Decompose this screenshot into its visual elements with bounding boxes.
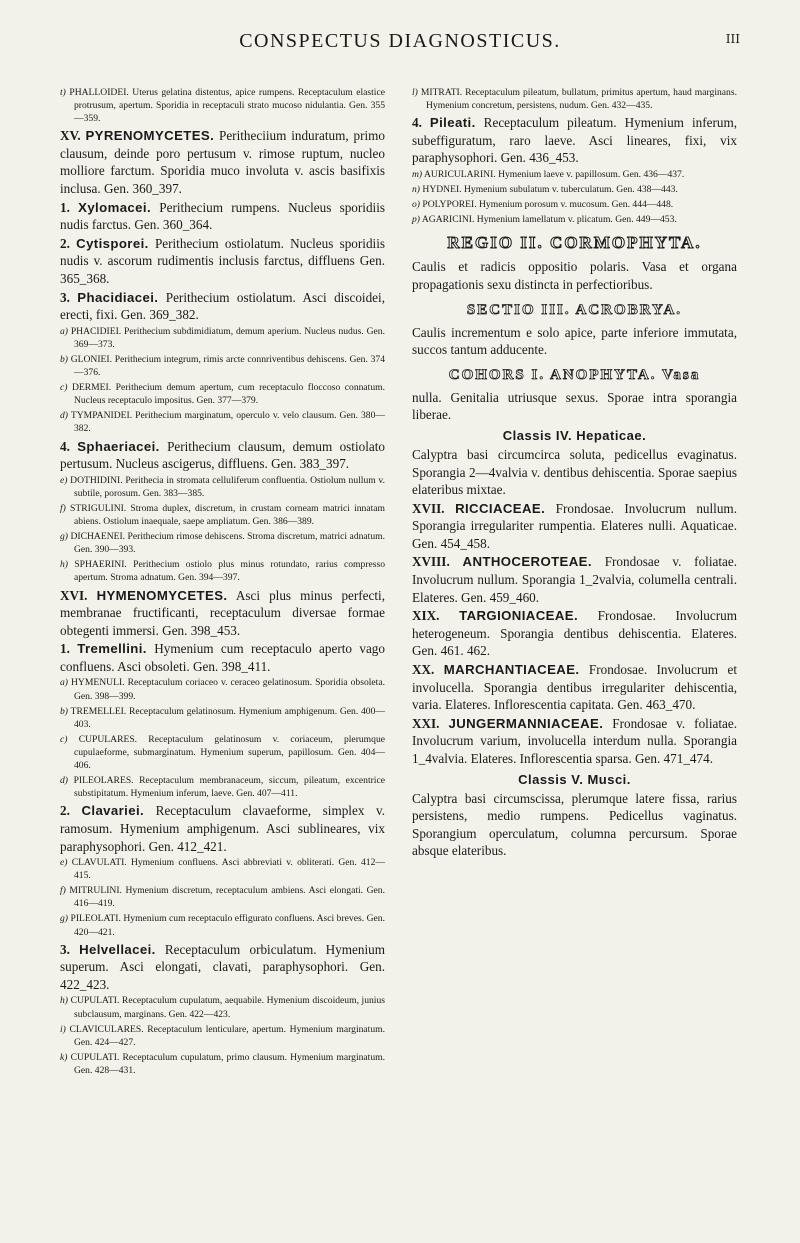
entry-text: HYMENULI. Receptaculum coriaceo v. ceraceo gelatinosum. Sporidia obsoleta. Gen. 398—399. bbox=[68, 677, 385, 702]
entry-text: Asci plus minus perfecti, membranae fructificanti, receptaculum diversae formae obtegenti immersi. Gen. 398_453. bbox=[60, 587, 385, 638]
entry-text: Hymenium cum receptaculo aperto vago confluens. Asci obsoleti. Gen. 398_411. bbox=[60, 641, 385, 674]
entry-text: SPHAERINI. Perithecium ostiolo plus minus rotundato, rarius compresso apertum. Stroma adnatum. Gen. 394—397. bbox=[68, 559, 385, 584]
entry-text: Calyptra basi circumscissa, plerumque latere fissa, rarius persistens, medio rumpens. Pedicellus vaginatus. Sporangium operculatum, columna percursum. Sporae absque elateribus. bbox=[412, 790, 737, 859]
subgroup-entry bbox=[60, 705, 385, 731]
subgroup-entry bbox=[60, 856, 385, 882]
entry-text: AGARICINI. Hymenium lamellatum v. plicatum. Gen. 449—453. bbox=[420, 214, 677, 226]
entry-number: 4. bbox=[412, 115, 422, 131]
entry-text: POLYPOREI. Hymenium porosum v. mucosum. Gen. 444—448. bbox=[420, 199, 674, 211]
subgroup-entry bbox=[60, 325, 385, 351]
entry-label: HYMENOMYCETES. bbox=[96, 587, 228, 603]
subgroup-entry bbox=[412, 168, 737, 181]
entry-text: CUPULATI. Receptaculum cupulatum, primo clausum. Hymenium marginatum. Gen. 428—431. bbox=[67, 1051, 385, 1076]
entry-marker: c) bbox=[60, 733, 68, 745]
order-entry bbox=[412, 389, 737, 424]
entry-marker: b) bbox=[60, 705, 68, 717]
order-entry bbox=[412, 715, 737, 768]
entry-label: Clavariei. bbox=[81, 803, 145, 819]
entry-marker: p) bbox=[412, 214, 420, 226]
entry-text: AURICULARINI. Hymenium laeve v. papillosum. Gen. 436—437. bbox=[422, 168, 685, 180]
entry-label: Phacidiacei. bbox=[77, 289, 159, 305]
subgroup-entry bbox=[60, 676, 385, 702]
entry-marker: h) bbox=[60, 559, 68, 571]
subgroup-entry bbox=[60, 474, 385, 500]
subgroup-entry bbox=[60, 381, 385, 407]
entry-number: 4. bbox=[60, 438, 70, 454]
order-entry bbox=[60, 640, 385, 675]
entry-marker: k) bbox=[60, 1051, 68, 1063]
entry-text: PHALLOIDEI. Uterus gelatina distentus, apice rumpens. Receptaculum elastice protrusum, apertum. Sporidia in receptaculi strato mucoso nidulantia. Gen. 355—359. bbox=[65, 87, 385, 125]
entry-marker: i) bbox=[60, 1023, 66, 1035]
section-heading bbox=[412, 300, 737, 320]
entry-number: XIX. bbox=[412, 608, 440, 624]
entry-marker: o) bbox=[412, 199, 420, 211]
entry-label: Xylomacei. bbox=[78, 199, 152, 215]
entry-number: 3. bbox=[60, 941, 70, 957]
entry-marker: h) bbox=[60, 995, 68, 1007]
entry-text: Frondosae v. foliatae. Involucrum nullum. Sporangia 1_2valvia, columella centrali. Elateres. Gen. 459_460. bbox=[412, 554, 738, 605]
entry-text: DICHAENEI. Perithecium rimose dehiscens. Stroma discretum, matrici adnatum. Gen. 390—393. bbox=[68, 531, 385, 556]
entry-marker: g) bbox=[60, 913, 68, 925]
entry-marker: n) bbox=[412, 184, 420, 196]
subgroup-entry bbox=[412, 198, 737, 211]
order-entry bbox=[60, 289, 385, 324]
order-entry bbox=[412, 446, 737, 499]
entry-label: MARCHANTIACEAE. bbox=[443, 662, 580, 678]
order-entry bbox=[412, 114, 737, 167]
entry-number: 1. bbox=[60, 199, 70, 215]
entry-text: MITRATI. Receptaculum pileatum, bullatum, primitus apertum, haud marginans. Hymenium concretum, persistens, nudum. Gen. 432—435. bbox=[417, 87, 737, 112]
entry-text: CLAVULATI. Hymenium confluens. Asci abbreviati v. obliterati. Gen. 412—415. bbox=[67, 857, 385, 882]
entry-marker: d) bbox=[60, 410, 68, 422]
entry-text: CUPULARES. Receptaculum gelatinosum v. coriaceum, plerumque cupulaeforme, submarginatum. Hymenium superum, papillosum. Gen. 404—406. bbox=[67, 733, 385, 772]
entry-text: Calyptra basi circumcirca soluta, pedicellus evaginatus. Sporangia 2—4valvia v. dentibus dehiscentia. Sporae saepius elateribus mixtae. bbox=[412, 446, 737, 498]
entry-marker: m) bbox=[412, 168, 423, 180]
entry-label: Pileati. bbox=[429, 115, 476, 131]
entry-text: Receptaculum clavaeforme, simplex v. ramosum. Hymenium amphigenum. Asci sublineares, vix paraphysophori. Gen. 412_421. bbox=[60, 803, 385, 854]
page-number: III bbox=[725, 32, 740, 46]
entry-marker: b) bbox=[60, 354, 68, 365]
entry-label: Sphaeriacei. bbox=[77, 438, 160, 454]
entry-text: Frondosae. Involucrum et involucella. Sporangia dentibus irregulariter dehiscentia, varia. Elateres. Inflorescentia capitata. Gen. 463_470. bbox=[412, 662, 738, 713]
right-column bbox=[412, 86, 737, 861]
order-entry bbox=[412, 553, 737, 606]
entry-number: XVIII. bbox=[412, 554, 450, 570]
entry-marker: e) bbox=[60, 474, 68, 486]
entry-marker: l) bbox=[412, 87, 418, 98]
entry-number: 2. bbox=[60, 803, 70, 819]
order-entry bbox=[412, 324, 737, 359]
entry-number: 2. bbox=[60, 235, 70, 251]
entry-text: CUPULATI. Receptaculum cupulatum, aequabile. Hymenium discoideum, junius subclausum, marginans. Gen. 422—423. bbox=[68, 995, 385, 1020]
page-header bbox=[60, 18, 740, 58]
subgroup-entry bbox=[412, 213, 737, 226]
entry-number: 3. bbox=[60, 289, 70, 305]
entry-number: XV. bbox=[60, 128, 81, 144]
subgroup-entry bbox=[412, 183, 737, 196]
entry-text: Caulis et radicis oppositio polaris. Vasa et organa propagationis sexu distincta in perfectioribus. bbox=[412, 259, 737, 292]
entry-label: Tremellini. bbox=[77, 641, 147, 657]
entry-label: JUNGERMANNIACEAE. bbox=[448, 715, 604, 731]
class-heading bbox=[412, 772, 737, 787]
heading-text: SECTIO III. ACROBRYA. bbox=[466, 301, 683, 318]
entry-marker: a) bbox=[60, 677, 68, 689]
subgroup-entry bbox=[60, 1051, 385, 1077]
entry-text: Perithecium ostiolatum. Asci discoidei, erecti, fixi. Gen. 369_382. bbox=[60, 289, 385, 323]
order-entry bbox=[412, 500, 737, 553]
entry-text: HYDNEI. Hymenium subulatum v. tuberculatum. Gen. 438—443. bbox=[420, 184, 678, 196]
entry-label: RICCIACEAE. bbox=[455, 500, 546, 516]
subgroup-entry bbox=[60, 884, 385, 910]
subgroup-entry bbox=[60, 502, 385, 528]
entry-marker: g) bbox=[60, 531, 68, 543]
entry-marker: c) bbox=[60, 382, 68, 394]
entry-number: XX. bbox=[412, 662, 435, 678]
heading-text: COHORS I. ANOPHYTA. Vasa bbox=[448, 366, 701, 383]
entry-number: XVII. bbox=[412, 500, 445, 516]
subgroup-entry bbox=[60, 409, 385, 435]
entry-text: STRIGULINI. Stroma duplex, discretum, in crustam corneam matrici innatam abiens. Ostiolum inaequale, saepe ampliatum. Gen. 386—389. bbox=[65, 502, 385, 528]
entry-text: Frondosae. Involucrum nullum. Sporangia irregulariter rumpentia. Elateres nulli. Aquaticae. Gen. 454_458. bbox=[412, 500, 737, 551]
entry-marker: f) bbox=[60, 885, 66, 897]
entry-marker: t) bbox=[60, 87, 66, 98]
order-entry bbox=[412, 258, 737, 293]
entry-text: TREMELLEI. Receptaculum gelatinosum. Hymenium amphigenum. Gen. 400—403. bbox=[68, 705, 385, 730]
section-heading bbox=[412, 365, 737, 385]
subgroup-entry bbox=[60, 86, 385, 125]
order-entry bbox=[60, 438, 385, 473]
entry-number: 1. bbox=[60, 641, 70, 657]
order-entry bbox=[60, 127, 385, 197]
entry-marker: d) bbox=[60, 775, 68, 787]
entry-text: GLONIEI. Perithecium integrum, rimis arcte connriventibus dehiscens. Gen. 374—376. bbox=[68, 354, 385, 379]
order-entry bbox=[412, 790, 737, 860]
subgroup-entry bbox=[60, 774, 385, 800]
order-entry bbox=[60, 941, 385, 994]
entry-text: CLAVICULARES. Receptaculum lenticulare, apertum. Hymenium marginatum. Gen. 424—427. bbox=[65, 1023, 385, 1048]
entry-label: Helvellacei. bbox=[79, 941, 156, 957]
entry-number: XVI. bbox=[60, 587, 88, 603]
entry-text: Perithecium ostiolatum. Nucleus sporidiis nudis v. ascorum rudimentis inclusis farctus, diffluens Gen. 365_368. bbox=[60, 235, 386, 287]
order-entry bbox=[412, 607, 737, 660]
entry-label: ANTHOCEROTEAE. bbox=[462, 554, 592, 570]
entry-text: Frondosae. Involucrum heterogeneum. Sporangia dentibus dehiscentia. Elateres. Gen. 461. 462. bbox=[412, 608, 737, 659]
entry-text: PILEOLARES. Receptaculum membranaceum, siccum, pileatum, excentrice substipitatum. Hymenium inferum, laeve. Gen. 407—411. bbox=[68, 775, 385, 800]
entry-label: TARGIONIACEAE. bbox=[459, 608, 579, 624]
entry-marker: a) bbox=[60, 325, 68, 337]
entry-text: PILEOLATI. Hymenium cum receptaculo effigurato confluens. Asci breves. Gen. 420—421. bbox=[68, 913, 385, 938]
subgroup-entry bbox=[60, 530, 385, 556]
entry-text: PHACIDIEI. Perithecium subdimidiatum, demum aperium. Nucleus nudus. Gen. 369—373. bbox=[68, 325, 385, 350]
entry-marker: e) bbox=[60, 857, 68, 869]
order-entry bbox=[60, 802, 385, 855]
running-head: CONSPECTUS DIAGNOSTICUS. bbox=[239, 30, 561, 52]
entry-text: Frondosae v. foliatae. Involucrum varium, involucella interdum nulla. Sporangia 1_4valvia. Elateres. Inflorescentia sparsa. Gen. 471_474. bbox=[412, 715, 738, 766]
entry-text: Receptaculum pileatum. Hymenium inferum, subeffiguratum, raro laeve. Asci lineares, fixi, vix paraphysophori. Gen. 436_453. bbox=[412, 115, 738, 166]
left-column bbox=[60, 86, 385, 1079]
entry-text: Caulis incrementum e solo apice, parte inferiore immutata, succos tantum adducente. bbox=[412, 324, 737, 358]
order-entry bbox=[60, 235, 385, 288]
entry-text: MITRULINI. Hymenium discretum, receptaculum ambiens. Asci elongati. Gen. 416—419. bbox=[65, 885, 385, 910]
heading-text: Classis V. Musci. bbox=[518, 771, 631, 787]
subgroup-entry bbox=[60, 733, 385, 772]
order-entry bbox=[412, 661, 737, 714]
subgroup-entry bbox=[60, 912, 385, 938]
class-heading bbox=[412, 428, 737, 443]
entry-marker: f) bbox=[60, 502, 66, 514]
entry-text: TYMPANIDEI. Perithecium marginatum, operculo v. velo clausum. Gen. 380—382. bbox=[68, 410, 385, 435]
entry-text: Perithecium clausum, demum ostiolato pertusum. Nucleus ascigerus, diffluens. Gen. 383_397. bbox=[60, 438, 385, 472]
entry-number: XXI. bbox=[412, 715, 440, 731]
entry-text: DOTHIDINI. Perithecia in stromata celluliferum confluentia. Ostiolum nullum v. subtile, porosum. Gen. 383—385. bbox=[67, 474, 385, 499]
subgroup-entry bbox=[60, 558, 385, 584]
heading-text: Classis IV. Hepaticae. bbox=[502, 427, 647, 443]
subgroup-entry bbox=[60, 994, 385, 1020]
entry-label: Cytisporei. bbox=[76, 235, 149, 251]
entry-text: DERMEI. Perithecium demum apertum, cum receptaculo floccoso connatum. Nucleus receptaculo impositus. Gen. 377—379. bbox=[67, 382, 385, 407]
entry-text: Receptaculum orbiculatum. Hymenium superum. Asci elongati, clavati, paraphysophori. Gen. 422_423. bbox=[60, 941, 385, 992]
entry-text: Peritheciium induratum, primo clausum, deinde poro pertusum v. rimose ruptum, nucleo molliore farctum. Sporidia muco involuta v. ascis basifixis inclusa. Gen. 360_397. bbox=[60, 128, 386, 197]
subgroup-entry bbox=[412, 86, 737, 112]
order-entry bbox=[60, 199, 385, 234]
entry-text: nulla. Genitalia utriusque sexus. Sporae intra sporangia liberae. bbox=[412, 389, 737, 423]
heading-text: REGIO II. CORMOPHYTA. bbox=[447, 233, 702, 253]
subgroup-entry bbox=[60, 353, 385, 379]
subgroup-entry bbox=[60, 1023, 385, 1049]
region-heading bbox=[412, 232, 737, 254]
entry-text: Perithecium rumpens. Nucleus sporidiis nudis farctus. Gen. 360_364. bbox=[60, 199, 386, 233]
entry-label: PYRENOMYCETES. bbox=[85, 128, 215, 144]
order-entry bbox=[60, 587, 385, 640]
